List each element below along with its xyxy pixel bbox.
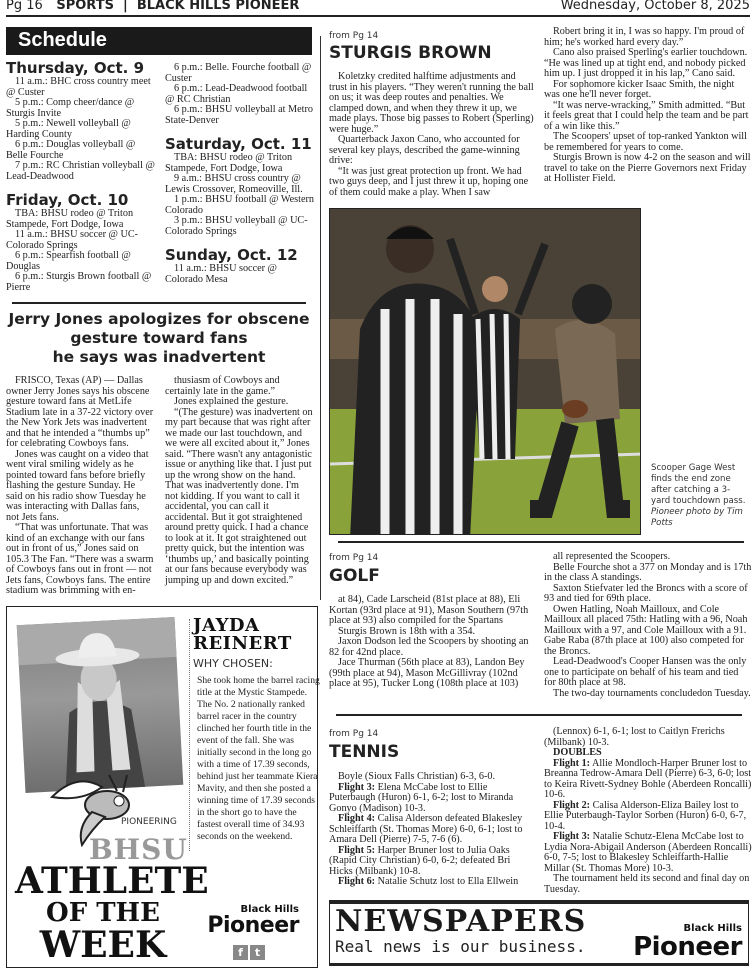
paragraph-lead: Flight 2:: [553, 799, 591, 811]
paragraph: Belle Fourche shot a 377 on Monday and is 17th in the class A standings.: [544, 561, 752, 583]
paragraph-lead: Flight 3:: [338, 781, 376, 793]
paragraph-text: (Lennox) 6-1, 6-1; lost to Caitlyn Frerichs (Milbank) 10-3.: [544, 726, 725, 748]
paragraph: [329, 846, 534, 878]
athlete-of-week-box: [6, 606, 318, 968]
headline-line: gesture toward fans: [70, 329, 248, 347]
schedule-item: 5 p.m.: Comp cheer/dance @ Sturgis Invite: [6, 97, 135, 119]
paragraph: Sturgis Brown is now 4-2 on the season and will travel to take on the Pierre Governors next Friday at Hollister Field.: [544, 152, 751, 184]
schedule-item: 7 p.m.: RC Christian volleyball @ Lead-Deadwood: [6, 160, 155, 182]
schedule-item: 1 p.m.: BHSU football @ Western Colorado: [165, 194, 314, 216]
paragraph-text: Boyle (Sioux Falls Christian) 6-3, 6-0.: [338, 771, 496, 782]
schedule-item: 3 p.m.: BHSU volleyball @ UC-Colorado Springs: [165, 215, 308, 237]
paragraph: [329, 783, 534, 815]
page-header: Pg 16 SPORTS | BLACK HILLS PIONEER: [6, 0, 300, 13]
jones-col-1: [6, 376, 154, 597]
section-rule: [336, 714, 742, 716]
black-hills-pioneer-logo: [201, 905, 299, 937]
paragraph: “It was nerve-wracking,” Smith admitted. “But it feels great that I could help the team and be part of a win like this.”: [544, 99, 749, 132]
schedule-day-heading: Thursday, Oct. 9: [6, 59, 145, 77]
caption-text: Scooper Gage West finds the end zone after catching a 3-yard touchdown pass.: [651, 463, 746, 506]
sturgis-col-1: [329, 72, 534, 198]
photo-credit: Pioneer photo by Tim Potts: [651, 507, 743, 528]
ad-headline: NEWSPAPERS: [335, 904, 587, 939]
section-rule: [12, 302, 306, 304]
paragraph-text: The tournament held its second and final day on Tuesday.: [544, 873, 750, 895]
tennis-kicker: from Pg 14: [329, 729, 379, 739]
social-icons: [233, 943, 267, 961]
publication-name: BLACK HILLS PIONEER: [136, 0, 300, 13]
paragraph-lead: DOUBLES: [553, 747, 602, 758]
paragraph-lead: Flight 4:: [338, 813, 376, 824]
paragraph: [544, 832, 752, 874]
golf-title: GOLF: [329, 566, 380, 586]
paragraph: Koletzky credited halftime adjustments and trust in his players. “They weren't running the ball on us; it was deep routes and penalties. We clamped down, and when they threw it up, we made plays. Those big passes to Robert (Sperling) were huge.”: [329, 71, 534, 135]
athlete-of-the-week-title: [15, 860, 209, 966]
why-chosen-label: WHY CHOSEN:: [193, 657, 273, 670]
paragraph: thusiasm of Cowboys and certainly late in the game.”: [165, 375, 280, 397]
paragraph: [544, 874, 752, 895]
photo-caption: [651, 463, 746, 529]
pioneering-label: PIONEERING: [121, 817, 177, 827]
sturgis-kicker: from Pg 14: [329, 31, 379, 41]
section-name: SPORTS: [56, 0, 114, 13]
athlete-description: She took home the barrel racing title at the Mystic Stampede. The No. 2 nationally ranked barrel racer in the country clinched her fourth title in the event of the fall. She was initially second in the long go with a time of 17.39 seconds, behind just her teammate Kiera Mavity, and then she posted a winning time of 17.39 seconds in the short go to have the fastest overall time of 34.93 seconds on the weekend.: [197, 675, 320, 842]
twitter-icon[interactable]: t: [250, 945, 265, 960]
paragraph: Jaxon Dodson led the Scoopers by shooting an 82 for 42nd place.: [329, 636, 529, 658]
golf-kicker: from Pg 14: [329, 553, 379, 563]
paragraph: [544, 727, 752, 748]
paragraph-text: Natalie Schutz lost to Ella Ellwein: [375, 876, 519, 887]
schedule-item: 6 p.m.: Sturgis Brown football @ Pierre: [6, 271, 152, 293]
newspapers-ad: [329, 900, 749, 966]
paragraph-lead: Flight 6:: [338, 876, 376, 887]
tennis-col-2: [544, 727, 752, 895]
paragraph-text: Harper Bruner lost to Julia Oaks (Rapid City Christian) 6-0, 6-2; defeated Bri Hicks (Milbank) 10-8.: [329, 844, 511, 877]
paragraph: The Scoopers' upset of top-ranked Yankton will be remembered for years to come.: [544, 131, 747, 153]
paragraph: Cano also praised Sperling's earlier touchdown. “He was lined up at tight end, and nobody picked him up. I just dropped it in his lap,” Cano said.: [544, 47, 748, 79]
paragraph-lead: Flight 5:: [338, 844, 376, 856]
ad-tagline: Real news is our business.: [335, 937, 586, 956]
paragraph: [329, 877, 534, 888]
title-line: ATHLETE: [15, 860, 209, 902]
paragraph: “That was unfortunate. That was kind of an exchange with our fans out in front of us,” Jones said on 105.3 The Fan. “There was a swarm of Cowboys fans out in front — not Jets fans, Cowboys fans. The entire stadium was brimming with en-: [6, 522, 154, 596]
header-rule: [6, 15, 750, 17]
tennis-col-1: [329, 772, 534, 888]
schedule-item: 6 p.m.: BHSU volleyball at Metro State-Denver: [165, 104, 313, 126]
paragraph-lead: Flight 3:: [553, 831, 591, 842]
paragraph: [329, 814, 534, 846]
black-hills-pioneer-logo: [632, 924, 742, 960]
paragraph: Lead-Deadwood's Cooper Hansen was the only one to participate on behalf of his team and tied for 80th place at 98.: [544, 656, 747, 688]
paragraph: Owen Hatling, Noah Mailloux, and Cole Mailloux all placed 75th: Hatling with a 96, Noah Mailloux with a 97, and Cole Mailloux with a 91. Gabe Raba (87th place at 100) also competed for the Broncs.: [544, 603, 748, 657]
paragraph: Jones explained the gesture.: [174, 396, 289, 407]
golf-col-1: [329, 595, 534, 690]
paragraph: For sophomore kicker Isaac Smith, the night was one he'll never forget.: [544, 78, 735, 100]
tennis-title: TENNIS: [329, 742, 400, 762]
paragraph: at 84), Cade Larscheid (81st place at 88), Eli Kortan (93rd place at 91), Mason Southern (97th place at 93) also compiled for the Spartans: [329, 594, 529, 626]
paragraph: “It was just great protection up front. We had two guys deep, and I just threw it up, hoping one of them could make a play. When I saw: [329, 165, 529, 198]
jones-headline: [6, 310, 312, 367]
paragraph-text: Allie Mondloch-Harper Bruner lost to Breanna Tedrow-Amara Dell (Pierre) 6-3, 6-0; lost to Keira Rivett-Sydney Bohle (Aberdeen Roncalli) 10-6.: [544, 757, 752, 800]
paragraph: The two-day tournaments concludedon Tuesday.: [553, 687, 751, 699]
headline-line: Jerry Jones apologizes for obscene: [8, 310, 310, 328]
jones-col-2: [165, 376, 313, 586]
paragraph-lead: Flight 1:: [553, 757, 591, 769]
schedule-item: 9 a.m.: BHSU cross country @ Lewis Crossover, Romeoville, Ill.: [165, 173, 303, 195]
paragraph-text: Natalie Schutz-Elena McCabe lost to Lydia Nora-Abigail Anderson (Aberdeen Roncalli) 6-0, 7-5; lost to Blakesley Schleiffarth-Hallie Millar (St. Thomas More) 10-3.: [544, 831, 752, 874]
athlete-first-name: JAYDA: [193, 615, 260, 636]
paragraph: Quarterback Jaxon Cano, who accounted for several key plays, described the game-winning drive:: [329, 134, 520, 166]
paragraph: FRISCO, Texas (AP) — Dallas owner Jerry Jones says his obscene gesture toward fans at MetLife Stadium late in a 37-22 victory over the New York Jets was inadvertent and that he intended a “thumbs up” for celebrating Cowboys fans.: [6, 375, 154, 449]
golf-col-2: [544, 552, 752, 699]
paragraph: [544, 801, 752, 833]
schedule-day-heading: Sunday, Oct. 12: [165, 246, 298, 264]
paragraph-text: Calisa Alderson defeated Blakesley Schleiffarth (St. Thomas More) 6-0, 6-1; lost to Amara Dell (Pierre) 7-5, 7-6 (6).: [329, 813, 523, 845]
page-number: Pg 16: [6, 0, 43, 13]
schedule-col-2: [165, 63, 317, 285]
sturgis-title: STURGIS BROWN: [329, 43, 492, 63]
football-photo: [329, 208, 641, 535]
schedule-item: 6 p.m.: Lead-Deadwood football @ RC Christian: [165, 83, 308, 105]
column-divider: [320, 36, 321, 600]
schedule-item: 11 a.m.: BHSU soccer @ UC-Colorado Springs: [6, 229, 139, 251]
logo-large-text: Pioneer: [633, 932, 742, 962]
issue-date: Wednesday, October 8, 2025: [560, 0, 750, 13]
paragraph: “(The gesture) was inadvertent on my part because that was right after we made our last touchdown, and we were all excited about it,” Jones said. “There wasn't any antagonistic issue or anything like that. I just put up the wrong show on the hand. That was inadvertently done. I'm not kidding. If you want to call it accidental, you can call it accidental. But it got straightened around pretty quick. I had a chance to look at it. It got straightened out pretty quick, but the intention was ‘thumbs up,’ and basically pointing at our fans because everybody was jumping up and down excited.”: [165, 406, 313, 586]
headline-line: he says was inadvertent: [52, 348, 266, 366]
paragraph-text: Calisa Alderson-Eliza Bailey lost to Ellie Puterbaugh-Taylor Sorben (Huron) 6-0, 6-7, 10-4.: [544, 799, 747, 832]
schedule-item: 6 p.m.: Douglas volleyball @ Belle Fourche: [6, 139, 136, 161]
title-line: OF THE: [46, 898, 160, 928]
logo-small-text: Black Hills: [683, 923, 742, 934]
schedule-day-heading: Saturday, Oct. 11: [165, 135, 312, 153]
paragraph-text: Elena McCabe lost to Ellie Puterbaugh (Huron) 6-1, 6-2; lost to Miranda Gonyo (Madison) 10-3.: [329, 781, 514, 814]
schedule-col-1: [6, 60, 158, 293]
schedule-item: 6 p.m.: Spearfish football @ Douglas: [6, 250, 131, 272]
paragraph: Saxton Stiefvater led the Broncs with a score of 93 and tied for 69th place.: [544, 582, 748, 604]
bhsu-label: BHSU: [89, 833, 188, 866]
paragraph: Robert bring it in, I was so happy. I'm proud of him; he's worked hard every day.”: [544, 26, 745, 48]
schedule-item: 11 a.m.: BHSU soccer @ Colorado Mesa: [165, 263, 277, 285]
schedule-banner: Schedule: [6, 27, 312, 55]
title-line: WEEK: [39, 924, 167, 966]
schedule-item: 11 a.m.: BHC cross country meet @ Custer: [6, 76, 151, 98]
athlete-last-name: REINERT: [193, 633, 292, 654]
logo-small-text: Black Hills: [240, 904, 299, 915]
schedule-item: 5 p.m.: Newell volleyball @ Harding County: [6, 118, 131, 140]
dotted-divider: [189, 619, 190, 851]
schedule-item: TBA: BHSU rodeo @ Triton Stampede, Fort Dodge, Iowa: [165, 152, 293, 174]
schedule-item: TBA: BHSU rodeo @ Triton Stampede, Fort Dodge, Iowa: [6, 208, 134, 230]
sturgis-col-2: [544, 27, 752, 185]
paragraph: all represented the Scoopers.: [553, 551, 671, 562]
schedule-item: 6 p.m.: Belle. Fourche football @ Custer: [165, 62, 312, 84]
paragraph: Jones was caught on a video that went viral smiling widely as he pointed toward fans before briefly flashing the gesture Sunday. He said on his radio show Tuesday he was interacting with Dallas fans, not Jets fans.: [6, 448, 149, 523]
section-rule: [338, 541, 744, 543]
schedule-day-heading: Friday, Oct. 10: [6, 191, 129, 209]
paragraph: Jace Thurman (56th place at 83), Landon Bey (99th place at 94), Mason McGillivray (102nd place at 95), Tucker Long (108th place at 103): [329, 657, 525, 689]
paragraph: Sturgis Brown is 18th with a 354.: [338, 625, 476, 637]
logo-large-text: Pioneer: [207, 913, 299, 938]
athlete-name: [193, 617, 292, 653]
paragraph: [544, 759, 752, 801]
facebook-icon[interactable]: f: [233, 945, 248, 960]
